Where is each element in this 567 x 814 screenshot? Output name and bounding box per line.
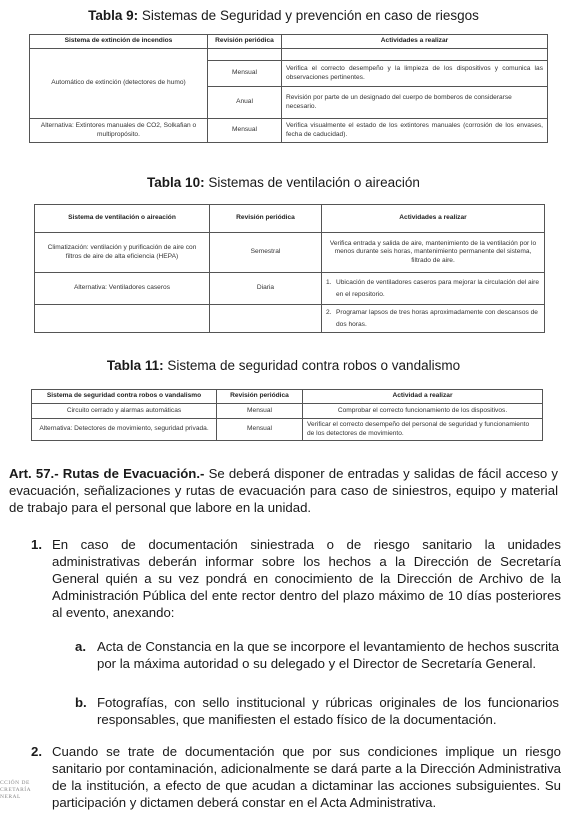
table-11-label: Tabla 11: bbox=[106, 358, 164, 373]
table-9-row1-review-monthly: Mensual bbox=[208, 61, 282, 87]
table-9-row1-system: Automático de extinción (detectores de humo) bbox=[30, 49, 208, 119]
table-9 bbox=[29, 34, 548, 143]
table-9-caption bbox=[0, 8, 567, 24]
table-10-row1-review: Semestral bbox=[210, 233, 322, 273]
subitem-b-text: Fotografías, con sello institucional y rúbricas originales de los funcionarios responsables, que manifiesten el estado físico de la documentación. bbox=[97, 695, 559, 727]
activity-2-text: Programar lapsos de tres horas aproximadamente con descansos de dos horas. bbox=[336, 308, 538, 328]
table-10-header-system: Sistema de ventilación o aireación bbox=[35, 205, 210, 233]
table-9-header-system: Sistema de extinción de incendios bbox=[30, 35, 208, 49]
article-57 bbox=[9, 465, 558, 516]
table-9-row2-activity: Verifica visualmente el estado de los extintores manuales (corrosión de los envases, fecha de caducidad). bbox=[282, 119, 548, 143]
table-10-row2-system: Alternativa: Ventiladores caseros bbox=[35, 273, 210, 305]
table-11-row1-review: Mensual bbox=[217, 404, 303, 419]
table-11-header-review: Revisión periódica bbox=[217, 390, 303, 404]
table-11-row2-system: Alternativa: Detectores de movimiento, seguridad privada. bbox=[32, 419, 217, 441]
table-9-label: Tabla 9: bbox=[88, 8, 139, 23]
table-10-title: Sistemas de ventilación o aireación bbox=[204, 175, 420, 190]
stamp-line-1: CCIÓN DE bbox=[0, 780, 30, 786]
secretaria-stamp bbox=[0, 780, 40, 814]
table-10 bbox=[34, 204, 545, 333]
item-2-number: 2. bbox=[31, 744, 42, 759]
subitem-b-letter: b. bbox=[75, 695, 87, 710]
item-1-number: 1. bbox=[31, 537, 42, 552]
activity-2-number: 2. bbox=[326, 308, 332, 316]
table-11-row2-activity: Verificar el correcto desempeño del personal de seguridad y funcionamiento de los detectores de movimiento. bbox=[303, 419, 543, 441]
table-11-header-system: Sistema de seguridad contra robos o vandalismo bbox=[32, 390, 217, 404]
item-1-text: En caso de documentación siniestrada o de riesgo sanitario la unidades administrativas deberán informar sobre los hechos a la Dirección de Secretaría General quién a su vez pondrá en conocimiento de la Dirección de Archivo de la Administración Pública del ente rector dentro del plazo máximo de 10 días posteriores al evento, anexando: bbox=[52, 537, 561, 620]
table-11-row2-review: Mensual bbox=[217, 419, 303, 441]
table-10-row2-activity-2 bbox=[322, 305, 545, 333]
table-9-row1-activity-annual: Revisión por parte de un designado del cuerpo de bomberos de considerarse necesario. bbox=[282, 87, 548, 119]
table-9-row1-review-annual: Anual bbox=[208, 87, 282, 119]
article-57-text: Se deberá disponer de entradas y salidas de fácil acceso y evacuación, señalizaciones y rutas de evacuación para caso de siniestros, equipo y material de trabajo para el personal que labore en la unidad. bbox=[9, 466, 558, 515]
table-11-row1-activity: Comprobar el correcto funcionamiento de los dispositivos. bbox=[303, 404, 543, 419]
stamp-line-2: CRETARÍA bbox=[0, 787, 32, 793]
table-10-header-activities: Actividades a realizar bbox=[322, 205, 545, 233]
table-11-title: Sistema de seguridad contra robos o vandalismo bbox=[163, 358, 461, 373]
table-10-header-review: Revisión periódica bbox=[210, 205, 322, 233]
table-10-caption bbox=[0, 175, 567, 191]
table-10-label: Tabla 10: bbox=[147, 175, 205, 190]
activity-1-text: Ubicación de ventiladores caseros para mejorar la circulación del aire en el repositorio. bbox=[336, 278, 540, 298]
activity-1-number: 1. bbox=[326, 278, 332, 286]
table-11-caption bbox=[0, 358, 567, 374]
table-10-row1-activity: Verifica entrada y salida de aire, mantenimiento de la ventilación por lo menos durante seis horas, mantenimiento permanente del sistema, filtrado de aire. bbox=[322, 233, 545, 273]
table-11-row1-system: Circuito cerrado y alarmas automáticas bbox=[32, 404, 217, 419]
table-9-header-review: Revisión periódica bbox=[208, 35, 282, 49]
table-9-row1-activity-monthly: Verifica el correcto desempeño y la limpieza de los dispositivos y comunica las observaciones pertinentes. bbox=[282, 61, 548, 87]
table-11-header-activity: Actividad a realizar bbox=[303, 390, 543, 404]
table-9-title: Sistemas de Seguridad y prevención en caso de riesgos bbox=[138, 8, 479, 23]
table-9-row2-review: Mensual bbox=[208, 119, 282, 143]
table-10-row1-system: Climatización: ventilación y purificación de aire con filtros de aire de alta eficiencia (HEPA) bbox=[35, 233, 210, 273]
item-2-text: Cuando se trate de documentación que por sus condiciones implique un riesgo sanitario por contaminación, adicionalmente se dará parte a la Dirección Administrativa de la institución, a efecto de que acudan a dictaminar las acciones subsiguientes. Su participación y dictamen deberá constar en el Acta Administrativa. bbox=[52, 744, 561, 810]
table-9-header-activities: Actividades a realizar bbox=[282, 35, 548, 49]
table-10-row2-activity-1 bbox=[322, 273, 545, 305]
subitem-a-text: Acta de Constancia en la que se incorpore el levantamiento de hechos suscrita por la máxima autoridad o su delegado y el Director de Secretaría General. bbox=[97, 639, 559, 671]
table-10-row2-review: Diaria bbox=[210, 273, 322, 305]
article-57-heading: Art. 57.- Rutas de Evacuación.- bbox=[9, 466, 205, 481]
table-9-row2-system: Alternativa: Extintores manuales de CO2, Solkafian o multipropósito. bbox=[30, 119, 208, 143]
stamp-line-3: NERAL bbox=[0, 794, 21, 800]
table-11 bbox=[31, 389, 543, 441]
subitem-a-letter: a. bbox=[75, 639, 86, 654]
